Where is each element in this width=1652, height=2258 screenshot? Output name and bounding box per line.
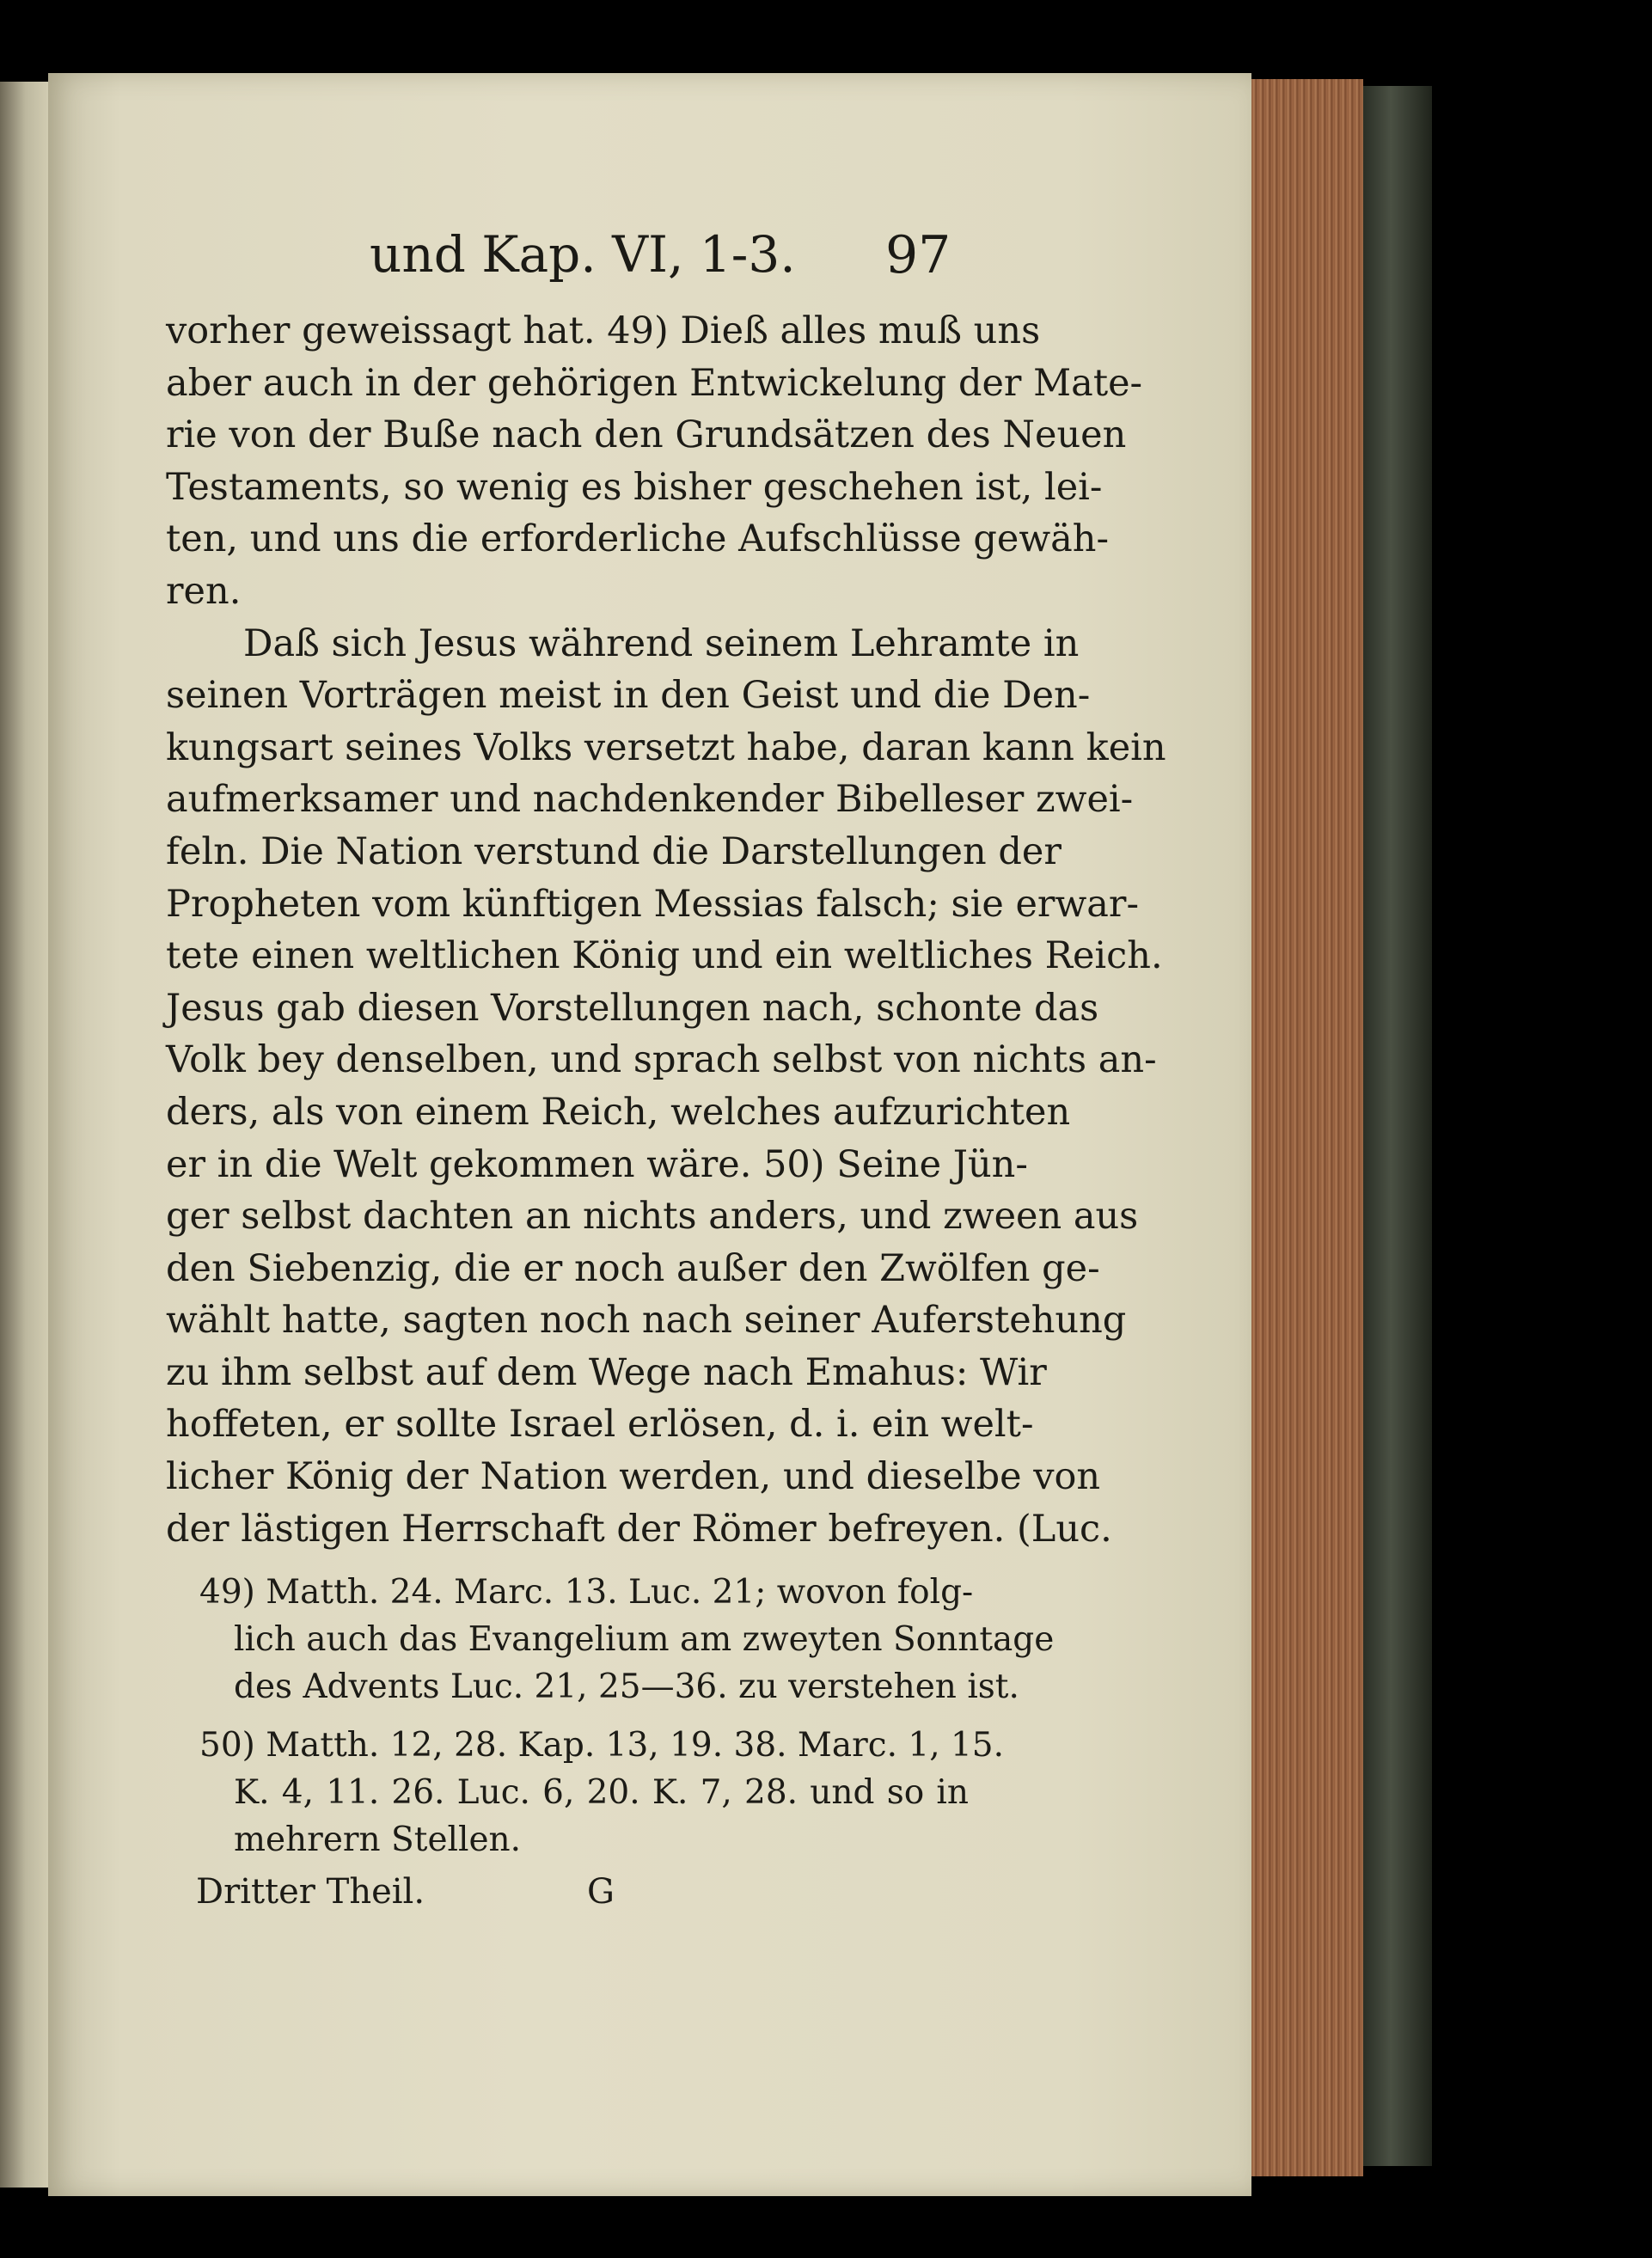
running-header: [370, 225, 971, 294]
running-title: und Kap. VI, 1-3.: [370, 225, 796, 284]
text-line: ders, als von einem Reich, welches aufzurichten: [166, 1090, 1071, 1134]
footnote-line: K. 4, 11. 26. Luc. 6, 20. K. 7, 28. und so in: [234, 1773, 969, 1812]
page-number: 97: [885, 225, 951, 285]
printer-signature-line: [196, 1872, 626, 1924]
text-line: Testaments, so wenig es bisher geschehen ist, lei-: [166, 465, 1103, 509]
text-line: licher König der Nation werden, und dieselbe von: [166, 1455, 1101, 1499]
text-line: den Siebenzig, die er noch außer den Zwölfen ge-: [166, 1246, 1100, 1290]
text-line: ger selbst dachten an nichts anders, und zween aus: [166, 1195, 1139, 1239]
footnote-line: mehrern Stellen.: [234, 1820, 522, 1859]
previous-page-edge: [0, 82, 52, 2188]
text-line: aber auch in der gehörigen Entwickelung der Mate-: [166, 361, 1143, 405]
footnote: [199, 1722, 1005, 1863]
page-block-edge: [1251, 79, 1363, 2176]
text-line: tete einen weltlichen König und ein weltliches Reich.: [166, 934, 1163, 978]
text-line: vorher geweissagt hat. 49) Dieß alles muß uns: [166, 309, 1041, 352]
text-line: hoffeten, er sollte Israel erlösen, d. i. ein welt-: [166, 1403, 1034, 1447]
text-line: feln. Die Nation verstund die Darstellungen der: [166, 829, 1062, 873]
text-line: seinen Vorträgen meist in den Geist und die Den-: [166, 674, 1091, 718]
text-line: er in die Welt gekommen wäre. 50) Seine Jün-: [166, 1142, 1028, 1186]
text-line: Jesus gab diesen Vorstellungen nach, schonte das: [166, 986, 1099, 1030]
volume-signature: Dritter Theil.: [196, 1872, 425, 1912]
text-line: Daß sich Jesus während seinem Lehramte in: [243, 621, 1080, 665]
footnote-line: 49) Matth. 24. Marc. 13. Luc. 21; wovon folg-: [199, 1573, 974, 1612]
text-line: Propheten vom künftigen Messias falsch; sie erwar-: [166, 882, 1139, 926]
text-line: der lästigen Herrschaft der Römer befreyen. (Luc.: [166, 1507, 1112, 1551]
text-line: kungsart seines Volks versetzt habe, daran kann kein: [166, 725, 1166, 769]
text-line: Volk bey denselben, und sprach selbst von nichts an-: [166, 1038, 1157, 1082]
text-line: zu ihm selbst auf dem Wege nach Emahus: Wir: [166, 1350, 1047, 1394]
footnote-line: des Advents Luc. 21, 25—36. zu verstehen ist.: [234, 1667, 1019, 1706]
footnote-line: 50) Matth. 12, 28. Kap. 13, 19. 38. Marc. 1, 15.: [199, 1726, 1005, 1765]
sheet-signature-mark: G: [587, 1872, 615, 1912]
text-line: ren.: [166, 569, 242, 613]
footnote: [199, 1569, 1055, 1710]
footnotes: [199, 1569, 1055, 1875]
footnote-line: lich auch das Evangelium am zweyten Sonntage: [234, 1620, 1055, 1659]
text-line: ten, und uns die erforderliche Aufschlüsse gewäh-: [166, 517, 1109, 561]
text-line: aufmerksamer und nachdenkender Bibelleser zwei-: [166, 778, 1134, 822]
book-cover-edge: [1363, 86, 1432, 2166]
text-line: wählt hatte, sagten noch nach seiner Auferstehung: [166, 1299, 1127, 1343]
text-line: rie von der Buße nach den Grundsätzen des Neuen: [166, 413, 1127, 457]
main-text: [166, 305, 1166, 1555]
